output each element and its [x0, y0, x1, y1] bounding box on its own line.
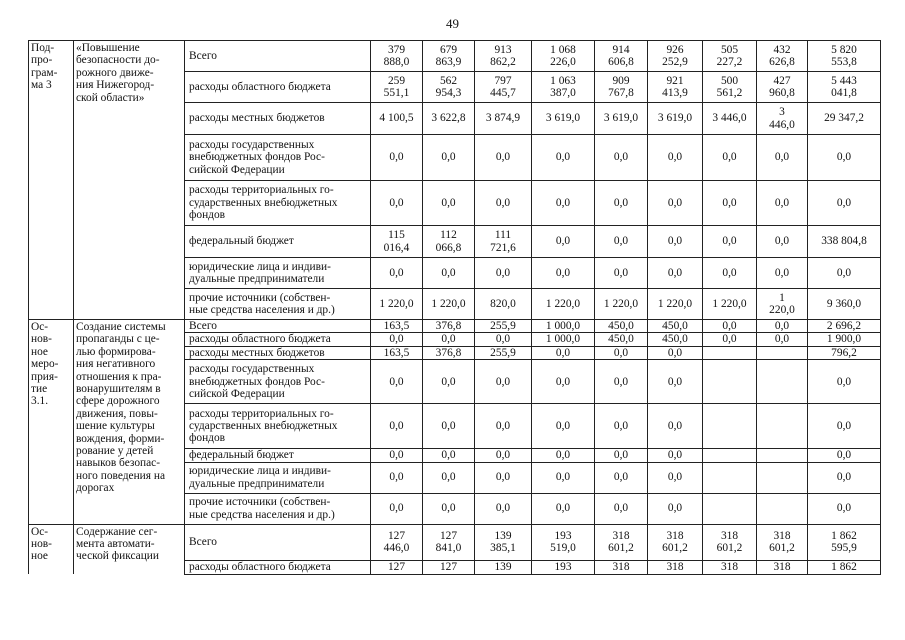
funding-source-label: расходы областного бюджета — [185, 72, 371, 103]
value-cell: 0,0 — [808, 135, 881, 181]
value-cell: 0,0 — [423, 493, 475, 524]
value-cell: 0,0 — [532, 258, 595, 289]
value-cell: 0,0 — [648, 135, 703, 181]
value-cell: 0,0 — [475, 333, 532, 346]
value-cell: 914 606,8 — [595, 41, 648, 72]
value-cell: 9 360,0 — [808, 289, 881, 320]
value-cell: 921 413,9 — [648, 72, 703, 103]
value-cell: 0,0 — [595, 346, 648, 359]
value-cell: 3 622,8 — [423, 103, 475, 135]
value-cell: 0,0 — [371, 493, 423, 524]
value-cell: 0,0 — [757, 181, 808, 226]
table-row — [29, 320, 881, 333]
value-cell: 0,0 — [703, 320, 757, 333]
funding-source-label: расходы местных бюджетов — [185, 346, 371, 359]
funding-source-label: расходы областного бюджета — [185, 333, 371, 346]
value-cell: 0,0 — [475, 449, 532, 462]
value-cell — [757, 493, 808, 524]
value-cell: 0,0 — [423, 449, 475, 462]
funding-source-label: юридические лица и индиви- дуальные предприниматели — [185, 462, 371, 493]
value-cell: 2 696,2 — [808, 320, 881, 333]
value-cell: 193 519,0 — [532, 524, 595, 560]
value-cell: 0,0 — [475, 360, 532, 404]
value-cell: 0,0 — [648, 181, 703, 226]
funding-source-label: Всего — [185, 524, 371, 560]
value-cell: 0,0 — [595, 258, 648, 289]
value-cell: 500 561,2 — [703, 72, 757, 103]
value-cell — [703, 449, 757, 462]
value-cell: 0,0 — [808, 360, 881, 404]
value-cell: 0,0 — [595, 462, 648, 493]
value-cell: 318 601,2 — [703, 524, 757, 560]
value-cell: 1 220,0 — [757, 289, 808, 320]
value-cell: 0,0 — [703, 181, 757, 226]
value-cell: 127 446,0 — [371, 524, 423, 560]
value-cell: 0,0 — [703, 135, 757, 181]
value-cell: 0,0 — [595, 181, 648, 226]
program-type-cell: Под- про- грам- ма 3 — [29, 41, 74, 320]
value-cell: 0,0 — [757, 333, 808, 346]
value-cell: 0,0 — [808, 181, 881, 226]
value-cell: 0,0 — [808, 493, 881, 524]
value-cell: 0,0 — [808, 462, 881, 493]
funding-source-label: прочие источники (собствен- ные средства населения и др.) — [185, 289, 371, 320]
value-cell: 139 385,1 — [475, 524, 532, 560]
value-cell: 0,0 — [475, 181, 532, 226]
value-cell: 163,5 — [371, 320, 423, 333]
value-cell: 115 016,4 — [371, 226, 423, 258]
value-cell: 255,9 — [475, 346, 532, 359]
value-cell: 379 888,0 — [371, 41, 423, 72]
value-cell: 255,9 — [475, 320, 532, 333]
value-cell: 1 900,0 — [808, 333, 881, 346]
value-cell: 0,0 — [475, 135, 532, 181]
funding-source-label: расходы территориальных го- сударственных внебюджетных фондов — [185, 404, 371, 449]
value-cell: 0,0 — [808, 449, 881, 462]
value-cell: 3 619,0 — [595, 103, 648, 135]
value-cell: 0,0 — [703, 258, 757, 289]
value-cell — [703, 346, 757, 359]
value-cell: 318 601,2 — [757, 524, 808, 560]
value-cell: 0,0 — [648, 493, 703, 524]
value-cell: 505 227,2 — [703, 41, 757, 72]
value-cell: 0,0 — [423, 360, 475, 404]
value-cell: 0,0 — [423, 333, 475, 346]
page-number: 49 — [446, 16, 459, 31]
value-cell: 0,0 — [648, 404, 703, 449]
program-type-cell: Ос- нов- ное меро- прия- тие 3.1. — [29, 320, 74, 525]
value-cell: 450,0 — [595, 333, 648, 346]
value-cell — [757, 462, 808, 493]
value-cell — [703, 462, 757, 493]
value-cell: 797 445,7 — [475, 72, 532, 103]
value-cell: 3 446,0 — [757, 103, 808, 135]
value-cell: 0,0 — [475, 462, 532, 493]
value-cell: 679 863,9 — [423, 41, 475, 72]
value-cell: 0,0 — [595, 449, 648, 462]
value-cell: 0,0 — [648, 449, 703, 462]
value-cell: 450,0 — [648, 320, 703, 333]
value-cell — [703, 360, 757, 404]
table-row — [29, 524, 881, 560]
value-cell: 0,0 — [808, 404, 881, 449]
value-cell: 0,0 — [532, 181, 595, 226]
funding-source-label: расходы государственных внебюджетных фондов Рос- сийской Федерации — [185, 360, 371, 404]
value-cell: 450,0 — [595, 320, 648, 333]
funding-source-label: Всего — [185, 41, 371, 72]
program-name-cell: Создание системы пропаганды с це- лью формирова- ния негативного отношения к пра- вонарушителям в сфере дорожного движения, повы- шение культуры вождения, форми- рование у детей навыков безопас- ного поведения на дорогах — [74, 320, 185, 525]
table-body — [29, 41, 881, 575]
value-cell: 1 000,0 — [532, 320, 595, 333]
funding-source-label: расходы государственных внебюджетных фондов Рос- сийской Федерации — [185, 135, 371, 181]
value-cell — [757, 346, 808, 359]
value-cell: 0,0 — [532, 360, 595, 404]
program-type-cell: Ос- нов- ное — [29, 524, 74, 574]
value-cell: 0,0 — [595, 360, 648, 404]
value-cell: 0,0 — [757, 135, 808, 181]
value-cell: 0,0 — [371, 449, 423, 462]
value-cell: 0,0 — [371, 135, 423, 181]
value-cell: 318 — [595, 560, 648, 574]
value-cell: 0,0 — [757, 258, 808, 289]
value-cell: 112 066,8 — [423, 226, 475, 258]
value-cell: 0,0 — [532, 135, 595, 181]
funding-source-label: расходы областного бюджета — [185, 560, 371, 574]
value-cell: 0,0 — [757, 226, 808, 258]
value-cell: 259 551,1 — [371, 72, 423, 103]
value-cell: 0,0 — [475, 258, 532, 289]
table-row — [29, 41, 881, 72]
value-cell: 913 862,2 — [475, 41, 532, 72]
value-cell: 0,0 — [757, 320, 808, 333]
value-cell: 0,0 — [703, 226, 757, 258]
value-cell: 0,0 — [532, 493, 595, 524]
value-cell: 1 220,0 — [703, 289, 757, 320]
value-cell: 5 820 553,8 — [808, 41, 881, 72]
value-cell: 0,0 — [371, 258, 423, 289]
funding-source-label: расходы местных бюджетов — [185, 103, 371, 135]
value-cell — [703, 493, 757, 524]
value-cell: 4 100,5 — [371, 103, 423, 135]
value-cell: 0,0 — [371, 181, 423, 226]
value-cell: 1 068 226,0 — [532, 41, 595, 72]
value-cell: 318 — [648, 560, 703, 574]
value-cell: 909 767,8 — [595, 72, 648, 103]
value-cell: 127 — [371, 560, 423, 574]
funding-source-label: федеральный бюджет — [185, 226, 371, 258]
value-cell: 318 — [703, 560, 757, 574]
value-cell: 163,5 — [371, 346, 423, 359]
value-cell: 0,0 — [532, 449, 595, 462]
value-cell: 1 220,0 — [648, 289, 703, 320]
value-cell: 450,0 — [648, 333, 703, 346]
value-cell: 0,0 — [371, 333, 423, 346]
program-name-cell: Содержание сег- мента автомати- ческой фиксации — [74, 524, 185, 574]
value-cell — [757, 449, 808, 462]
value-cell: 0,0 — [532, 226, 595, 258]
value-cell: 0,0 — [648, 226, 703, 258]
value-cell: 3 874,9 — [475, 103, 532, 135]
funding-source-label: прочие источники (собствен- ные средства населения и др.) — [185, 493, 371, 524]
value-cell: 796,2 — [808, 346, 881, 359]
value-cell: 0,0 — [371, 360, 423, 404]
value-cell: 926 252,9 — [648, 41, 703, 72]
value-cell: 0,0 — [648, 258, 703, 289]
value-cell — [703, 404, 757, 449]
value-cell: 0,0 — [648, 360, 703, 404]
value-cell: 3 619,0 — [648, 103, 703, 135]
value-cell: 0,0 — [808, 258, 881, 289]
value-cell: 1 220,0 — [371, 289, 423, 320]
value-cell: 376,8 — [423, 320, 475, 333]
value-cell: 427 960,8 — [757, 72, 808, 103]
value-cell: 0,0 — [703, 333, 757, 346]
value-cell: 0,0 — [532, 462, 595, 493]
value-cell: 0,0 — [595, 226, 648, 258]
value-cell: 318 — [757, 560, 808, 574]
value-cell: 562 954,3 — [423, 72, 475, 103]
value-cell: 0,0 — [532, 346, 595, 359]
value-cell — [757, 404, 808, 449]
value-cell: 3 446,0 — [703, 103, 757, 135]
value-cell: 318 601,2 — [648, 524, 703, 560]
value-cell: 0,0 — [423, 462, 475, 493]
value-cell: 0,0 — [475, 493, 532, 524]
value-cell: 3 619,0 — [532, 103, 595, 135]
value-cell: 432 626,8 — [757, 41, 808, 72]
value-cell: 1 220,0 — [595, 289, 648, 320]
value-cell: 0,0 — [423, 181, 475, 226]
value-cell: 0,0 — [423, 135, 475, 181]
value-cell: 0,0 — [595, 493, 648, 524]
value-cell: 0,0 — [371, 462, 423, 493]
value-cell: 0,0 — [475, 404, 532, 449]
funding-source-label: федеральный бюджет — [185, 449, 371, 462]
value-cell: 0,0 — [532, 404, 595, 449]
value-cell: 820,0 — [475, 289, 532, 320]
value-cell — [757, 360, 808, 404]
funding-source-label: Всего — [185, 320, 371, 333]
budget-table — [28, 40, 881, 575]
value-cell: 0,0 — [371, 404, 423, 449]
value-cell: 376,8 — [423, 346, 475, 359]
value-cell: 5 443 041,8 — [808, 72, 881, 103]
value-cell: 1 220,0 — [423, 289, 475, 320]
value-cell: 0,0 — [595, 135, 648, 181]
value-cell: 193 — [532, 560, 595, 574]
value-cell: 111 721,6 — [475, 226, 532, 258]
value-cell: 1 862 595,9 — [808, 524, 881, 560]
value-cell: 318 601,2 — [595, 524, 648, 560]
funding-source-label: расходы территориальных го- сударственных внебюджетных фондов — [185, 181, 371, 226]
value-cell: 139 — [475, 560, 532, 574]
program-name-cell: «Повышение безопасности до- рожного движе- ния Нижегород- ской области» — [74, 41, 185, 320]
value-cell: 127 — [423, 560, 475, 574]
value-cell: 0,0 — [648, 462, 703, 493]
value-cell: 29 347,2 — [808, 103, 881, 135]
value-cell: 0,0 — [423, 258, 475, 289]
value-cell: 0,0 — [595, 404, 648, 449]
value-cell: 127 841,0 — [423, 524, 475, 560]
value-cell: 1 063 387,0 — [532, 72, 595, 103]
value-cell: 1 862 — [808, 560, 881, 574]
value-cell: 1 000,0 — [532, 333, 595, 346]
value-cell: 1 220,0 — [532, 289, 595, 320]
value-cell: 0,0 — [423, 404, 475, 449]
value-cell: 0,0 — [648, 346, 703, 359]
value-cell: 338 804,8 — [808, 226, 881, 258]
funding-source-label: юридические лица и индиви- дуальные предприниматели — [185, 258, 371, 289]
